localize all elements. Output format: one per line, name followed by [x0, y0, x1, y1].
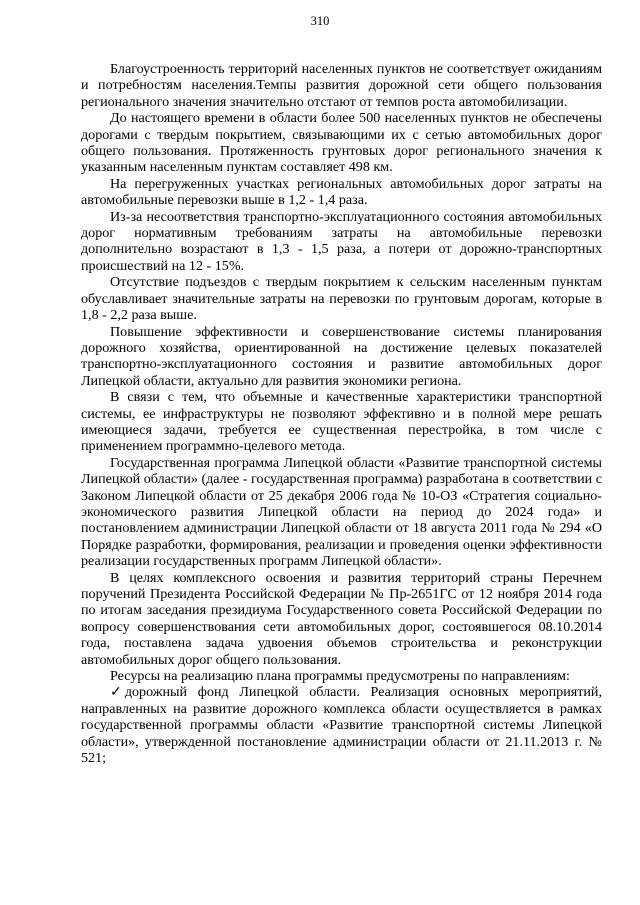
paragraph: Ресурсы на реализацию плана программы предусмотрены по направлениям:: [110, 668, 570, 685]
paragraph: На перегруженных участках региональных автомобильных дорог затраты на автомобильные перевозки выше в 1,2 - 1,4 раза.: [81, 175, 602, 209]
checkmark-icon: ✓: [110, 684, 122, 701]
page-number: 310: [310, 14, 330, 28]
paragraph: До настоящего времени в области более 500 населенных пунктов не обеспечены дорогами с твердым покрытием, связывающими их с сетью автомобильных дорог общего пользования. Протяженность грунтовых дорог регионального значения к указанным населенным пунктам составляет 498 км.: [81, 110, 602, 176]
paragraph: Государственная программа Липецкой области «Развитие транспортной системы Липецкой области» (далее - государственная программа) разработана в соответствии с Законом Липецкой области от 25 декабря 2006 года № 10-ОЗ «Стратегия социально-экономического развития Липецкой области на период до 2024 года» и постановлением администрации Липецкой области от 18 августа 2011 года № 294 «О Порядке разработки, формирования, реализации и проведения оценки эффективности реализации государственных программ Липецкой области».: [81, 454, 602, 570]
paragraph: Благоустроенность территорий населенных пунктов не соответствует ожиданиям и потребностям населения.Темпы развития дорожной сети общего пользования регионального значения значительно отстают от темпов роста автомобилизации.: [81, 61, 602, 110]
paragraph: В связи с тем, что объемные и качественные характеристики транспортной системы, ее инфраструктуры не позволяют эффективно и в полной мере решать имеющиеся задачи, требуется ее существенная перестройка, в том числе с применением программно-целевого метода.: [81, 389, 602, 455]
paragraph: Из-за несоответствия транспортно-эксплуатационного состояния автомобильных дорог нормативным требованиям затраты на автомобильные перевозки дополнительно возрастают в 1,3 - 1,5 раза, а потери от дорожно-транспортных происшествий на 12 - 15%.: [81, 208, 602, 274]
paragraph: Повышение эффективности и совершенствование системы планирования дорожного хозяйства, ориентированной на достижение целевых показателей транспортно-эксплуатационного состояния и развитие автомобильных дорог Липецкой области, актуально для развития экономики региона.: [81, 323, 602, 389]
paragraph: Отсутствие подъездов с твердым покрытием к сельским населенным пунктам обуславливает значительные затраты на перевозки по грунтовым дорогам, которые в 1,8 - 2,2 раза выше.: [81, 274, 602, 324]
document-body: [81, 61, 602, 766]
paragraph: В целях комплексного освоения и развития территорий страны Перечнем поручений Президента Российской Федерации № Пр-2651ГС от 12 ноября 2014 года по итогам заседания президиума Государственного совета Российской Федерации по вопросу совершенствования сети автомобильных дорог, состоявшегося 08.10.2014 года, поставлена задача удвоения объемов строительства и реконструкции автомобильных дорог общего пользования.: [81, 569, 602, 668]
bullet-text: дорожный фонд Липецкой области. Реализация основных мероприятий, направленных на развитие дорожного комплекса области осуществляется в рамках государственной программы области «Развитие транспортной системы Липецкой области», утвержденной постановление администрации области от 21.11.2013 г. № 521;: [81, 684, 602, 767]
bullet-item: [81, 684, 602, 766]
